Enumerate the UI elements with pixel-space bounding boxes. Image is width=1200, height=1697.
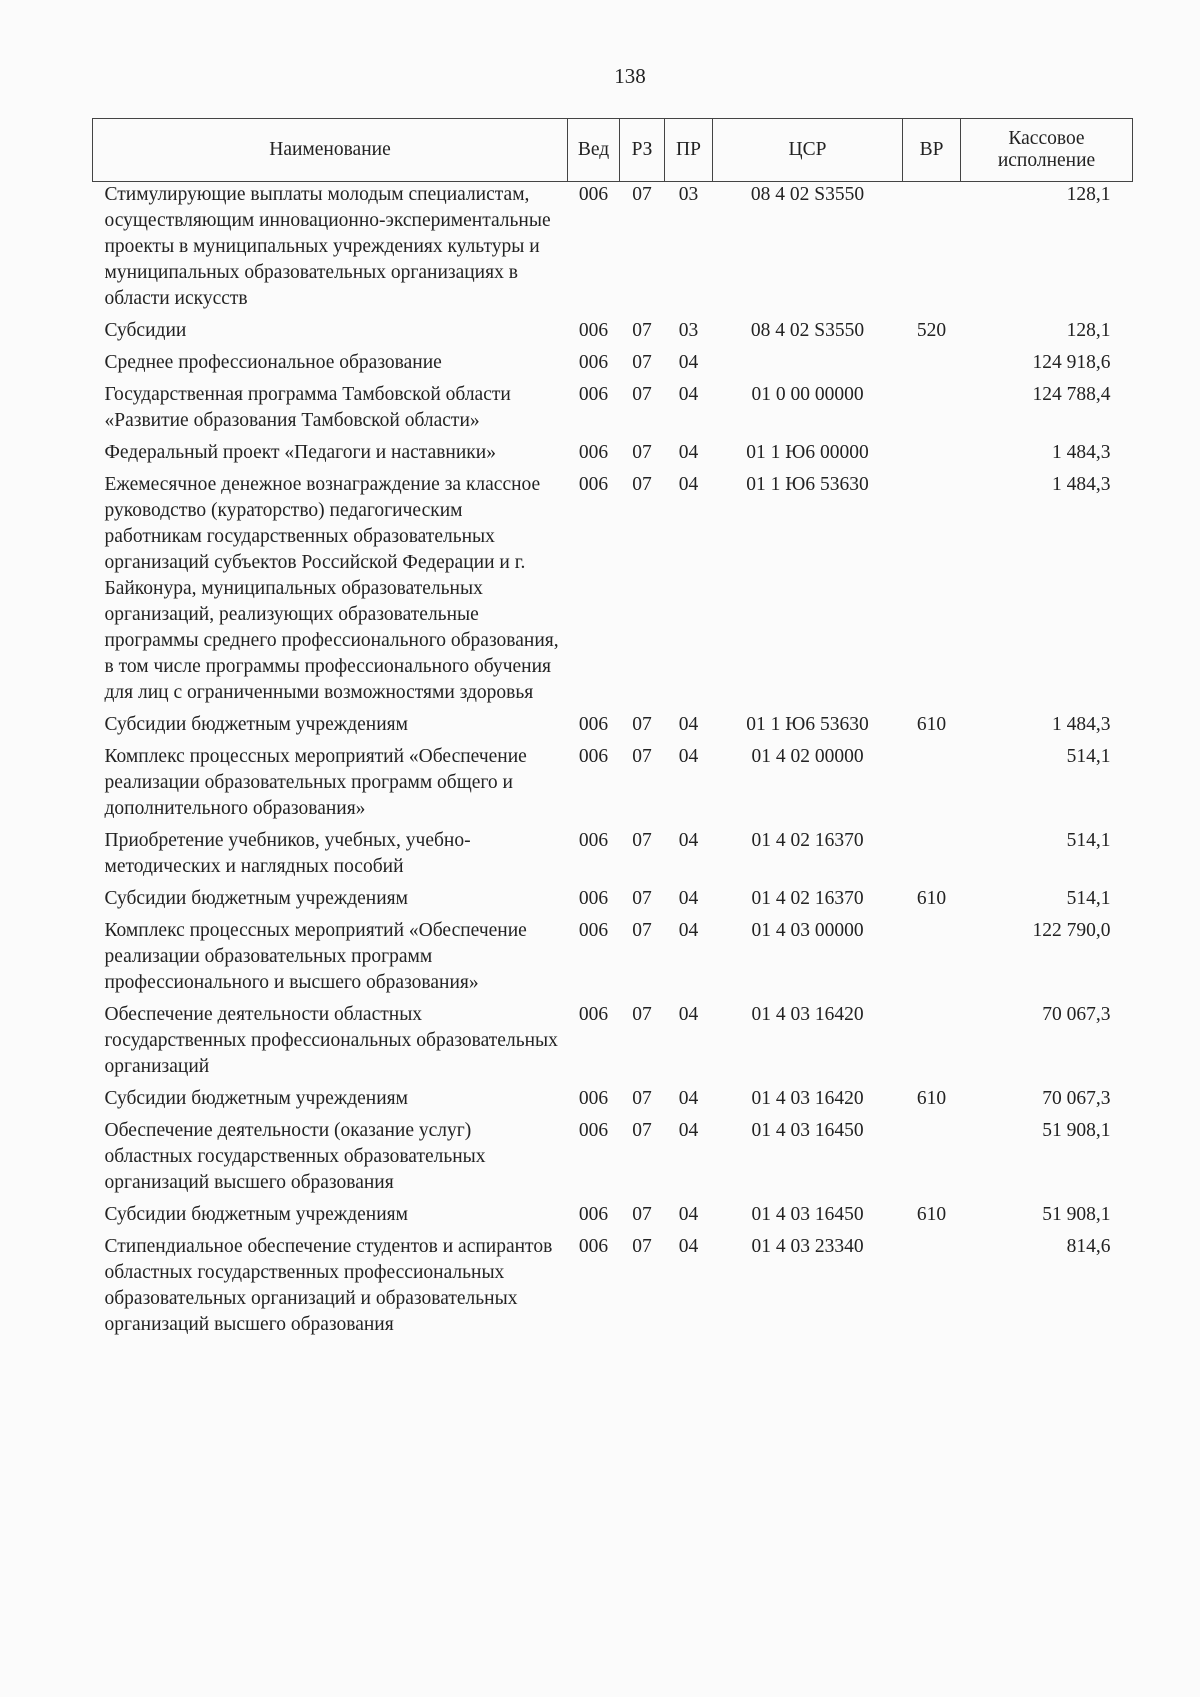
row-csr: 01 4 03 16450: [751, 1120, 864, 1141]
row-name: Субсидии бюджетным учреждениям: [104, 1088, 408, 1109]
row-name: Федеральный проект «Педагоги и наставники»: [104, 442, 496, 463]
row-rz: 07: [632, 920, 652, 941]
row-ved: 006: [578, 1088, 609, 1109]
row-vr: [903, 466, 961, 706]
row-amount: 51 908,1: [1042, 1204, 1111, 1225]
row-amount: 128,1: [1066, 184, 1111, 205]
table-row: [93, 434, 1133, 466]
row-amount: 51 908,1: [1042, 1120, 1111, 1141]
row-pr: 04: [678, 714, 699, 735]
row-vr: [903, 1112, 961, 1196]
row-vr: 610: [916, 1088, 947, 1109]
row-csr: [713, 344, 903, 376]
row-pr: 04: [678, 474, 699, 495]
table-row: [93, 1228, 1133, 1338]
row-rz: 07: [632, 1088, 652, 1109]
row-rz: 07: [632, 746, 652, 767]
row-rz: 07: [632, 1004, 652, 1025]
row-pr: 04: [678, 1204, 699, 1225]
table-row: [93, 1080, 1133, 1112]
row-amount: 124 788,4: [1032, 384, 1111, 405]
row-amount: 1 484,3: [1052, 474, 1111, 495]
row-ved: 006: [578, 1120, 609, 1141]
row-pr: 03: [678, 320, 699, 341]
row-ved: 006: [578, 714, 609, 735]
row-csr: 01 4 03 16420: [751, 1088, 864, 1109]
row-amount: 514,1: [1066, 888, 1111, 909]
row-pr: 04: [678, 384, 699, 405]
row-rz: 07: [632, 352, 652, 373]
table-row: [93, 376, 1133, 434]
row-vr: [903, 434, 961, 466]
row-ved: 006: [578, 1236, 609, 1257]
row-amount: 814,6: [1066, 1236, 1111, 1257]
row-csr: 01 4 03 23340: [751, 1236, 864, 1257]
row-name: Субсидии бюджетным учреждениям: [104, 1204, 408, 1225]
row-pr: 04: [678, 352, 699, 373]
row-rz: 07: [632, 184, 652, 205]
row-ved: 006: [578, 384, 609, 405]
table-row: [93, 344, 1133, 376]
row-ved: 006: [578, 1204, 609, 1225]
row-ved: 006: [578, 184, 609, 205]
row-pr: 04: [678, 1236, 699, 1257]
row-name: Комплекс процессных мероприятий «Обеспечение реализации образовательных программ профессионального и высшего образования»: [104, 920, 527, 993]
row-ved: 006: [578, 442, 609, 463]
table-row: [93, 996, 1133, 1080]
row-ved: 006: [578, 888, 609, 909]
column-header-amount: Кассовое исполнение: [961, 119, 1133, 182]
row-ved: 006: [578, 746, 609, 767]
budget-table: [92, 118, 1133, 1338]
row-vr: 610: [916, 1204, 947, 1225]
row-rz: 07: [632, 1204, 652, 1225]
column-header-rz: РЗ: [620, 119, 665, 182]
row-name: Государственная программа Тамбовской области «Развитие образования Тамбовской области»: [104, 384, 511, 431]
row-pr: 04: [678, 1120, 699, 1141]
row-csr: 01 4 02 16370: [751, 888, 864, 909]
table-row: [93, 738, 1133, 822]
row-name: Стимулирующие выплаты молодым специалистам, осуществляющим инновационно-экспериментальные проекты в муниципальных учреждениях культуры и муниципальных образовательных организациях в области искусств: [104, 184, 551, 309]
row-vr: [903, 182, 961, 313]
row-name: Субсидии бюджетным учреждениям: [104, 888, 408, 909]
column-header-csr: ЦСР: [713, 119, 903, 182]
table-row: [93, 1196, 1133, 1228]
row-rz: 07: [632, 714, 652, 735]
row-pr: 04: [678, 1088, 699, 1109]
row-csr: 01 1 Ю6 53630: [746, 714, 869, 735]
row-vr: [903, 1228, 961, 1338]
row-name: Среднее профессиональное образование: [104, 352, 442, 373]
row-amount: 514,1: [1066, 746, 1111, 767]
column-header-name: Наименование: [93, 119, 568, 182]
row-ved: 006: [578, 352, 609, 373]
row-name: Субсидии бюджетным учреждениям: [104, 714, 408, 735]
row-name: Обеспечение деятельности (оказание услуг) областных государственных образовательных организаций высшего образования: [104, 1120, 486, 1193]
table-body: [93, 182, 1133, 1339]
table-row: [93, 466, 1133, 706]
row-amount: 70 067,3: [1042, 1004, 1111, 1025]
row-vr: [903, 822, 961, 880]
row-csr: 01 0 00 00000: [751, 384, 864, 405]
row-vr: [903, 344, 961, 376]
row-csr: 08 4 02 S3550: [750, 184, 865, 205]
row-vr: 610: [916, 714, 947, 735]
row-csr: 01 4 02 16370: [751, 830, 864, 851]
row-vr: [903, 738, 961, 822]
row-vr: [903, 996, 961, 1080]
table-row: [93, 182, 1133, 313]
row-amount: 124 918,6: [1032, 352, 1111, 373]
row-ved: 006: [578, 830, 609, 851]
table-row: [93, 822, 1133, 880]
row-csr: 01 1 Ю6 53630: [746, 474, 869, 495]
row-csr: 08 4 02 S3550: [750, 320, 865, 341]
row-rz: 07: [632, 320, 652, 341]
row-amount: 514,1: [1066, 830, 1111, 851]
column-header-pr: ПР: [665, 119, 713, 182]
row-pr: 03: [678, 184, 699, 205]
row-csr: 01 1 Ю6 00000: [746, 442, 869, 463]
row-csr: 01 4 03 16420: [751, 1004, 864, 1025]
column-header-ved: Вед: [568, 119, 620, 182]
row-name: Комплекс процессных мероприятий «Обеспечение реализации образовательных программ общего и дополнительного образования»: [104, 746, 527, 819]
row-name: Приобретение учебников, учебных, учебно-методических и наглядных пособий: [104, 830, 471, 877]
row-vr: 610: [916, 888, 947, 909]
row-amount: 1 484,3: [1052, 714, 1111, 735]
row-pr: 04: [678, 888, 699, 909]
row-name: Субсидии: [104, 320, 187, 341]
row-csr: 01 4 02 00000: [751, 746, 864, 767]
row-rz: 07: [632, 384, 652, 405]
row-pr: 04: [678, 442, 699, 463]
row-name: Обеспечение деятельности областных государственных профессиональных образовательных организаций: [104, 1004, 558, 1077]
table-row: [93, 1112, 1133, 1196]
row-rz: 07: [632, 474, 652, 495]
page-number: 138: [614, 64, 646, 88]
row-rz: 07: [632, 1236, 652, 1257]
row-csr: 01 4 03 00000: [751, 920, 864, 941]
row-vr: [903, 912, 961, 996]
row-ved: 006: [578, 920, 609, 941]
row-amount: 1 484,3: [1052, 442, 1111, 463]
row-rz: 07: [632, 1120, 652, 1141]
row-pr: 04: [678, 920, 699, 941]
row-rz: 07: [632, 888, 652, 909]
row-amount: 128,1: [1066, 320, 1111, 341]
table-header: [93, 119, 1133, 182]
row-name: Ежемесячное денежное вознаграждение за классное руководство (кураторство) педагогическим работникам государственных образовательных организаций субъектов Российской Федерации и г. Байконура, муниципальных образовательных организаций, реализующих образовательные программы среднего профессионального образования, в том числе программы профессионального обучения для лиц с ограниченными возможностями здоровья: [104, 474, 559, 703]
row-pr: 04: [678, 746, 699, 767]
row-vr: [903, 376, 961, 434]
row-ved: 006: [578, 474, 609, 495]
row-rz: 07: [632, 830, 652, 851]
row-amount: 122 790,0: [1032, 920, 1111, 941]
row-csr: 01 4 03 16450: [751, 1204, 864, 1225]
row-name: Стипендиальное обеспечение студентов и аспирантов областных государственных профессиональных образовательных организаций и образовательных организаций высшего образования: [104, 1236, 553, 1335]
row-amount: 70 067,3: [1042, 1088, 1111, 1109]
row-ved: 006: [578, 1004, 609, 1025]
row-pr: 04: [678, 1004, 699, 1025]
row-ved: 006: [578, 320, 609, 341]
row-rz: 07: [632, 442, 652, 463]
column-header-vr: ВР: [903, 119, 961, 182]
row-vr: 520: [916, 320, 947, 341]
table-row: [93, 312, 1133, 344]
table-row: [93, 912, 1133, 996]
table-row: [93, 880, 1133, 912]
row-pr: 04: [678, 830, 699, 851]
table-row: [93, 706, 1133, 738]
